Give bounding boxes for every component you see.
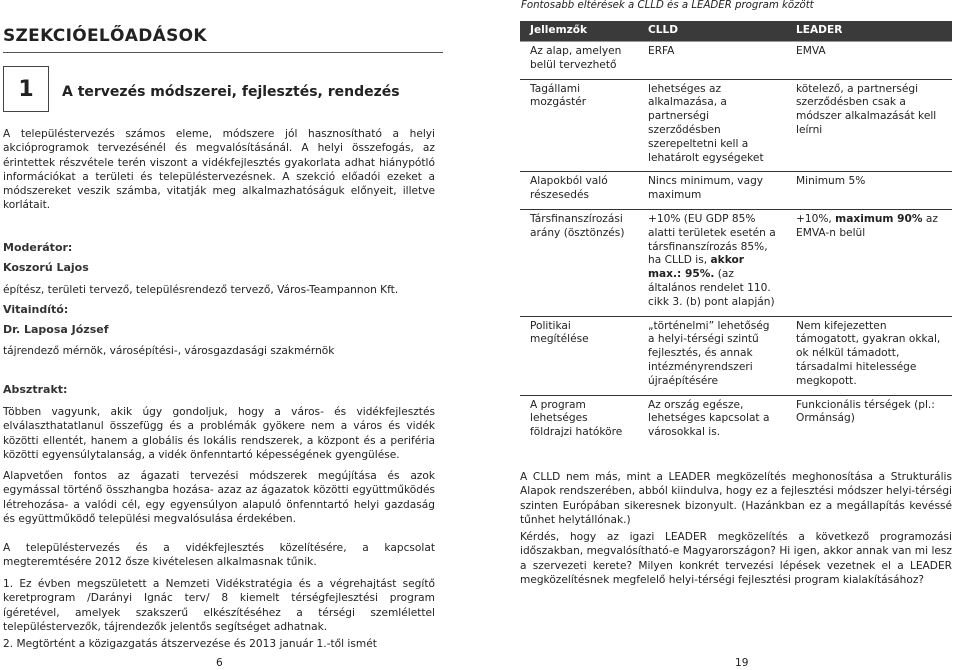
table-header-row: [520, 21, 952, 42]
table-cell: EMVA: [786, 42, 952, 80]
table-row: [520, 316, 952, 395]
left-page: [0, 0, 446, 670]
table-cell: Az ország egésze, lehetséges kapcsolat a városokkal is.: [638, 395, 786, 446]
table-cell: Nincs minimum, vagy maximum: [638, 172, 786, 210]
table-cell: ERFA: [638, 42, 786, 80]
header-leader: LEADER: [786, 21, 952, 42]
cell-text-bold: akkor max.: 95%.: [648, 254, 744, 281]
cell-text: +10% (EU GDP 85% alatti területek esetén a társfinanszírozás 85%, ha CLLD is,: [648, 212, 776, 267]
header-clld: CLLD: [638, 21, 786, 42]
vitaindito-name: Dr. Laposa József: [3, 323, 109, 336]
table-cell: Tagállami mozgástér: [520, 79, 638, 172]
cell-text: (az általános rendelet 110. cikk 3. (b) pont alapján): [648, 268, 775, 308]
table-row: [520, 209, 952, 316]
cell-text-bold: maximum 90%: [835, 212, 923, 225]
section-number-box: 1: [3, 66, 49, 112]
intro-paragraph: A településtervezés számos eleme, módszere jól hasznosítható a helyi akcióprogramok tervezésénél és megvalósításánál. A helyi összefogás, az érintettek részvétele terén viszont a vidékfejlesztés gyakorlata adhat hiánypótló információkat a területi és településtervezésnek. A szekció előadói ezeket a módszereket veszik számba, vitatják meg alkalmazhatóságuk előnyeit, illetve korlátait.: [3, 128, 435, 212]
table-cell: [786, 209, 952, 316]
table-cell: kötelező, a partnerségi szerződésben csak a módszer alkalmazását kell leírni: [786, 79, 952, 172]
abstract-paragraph-3: A településtervezés és a vidékfejlesztés közelítésére, a kapcsolat megteremtésére 2012 ősze kivételesen alkalmasnak tűnik.: [3, 542, 435, 569]
table-cell: A program lehetséges földrajzi hatóköre: [520, 395, 638, 446]
table-caption: Fontosabb eltérések a CLLD és a LEADER program között: [521, 0, 814, 11]
table-cell: Minimum 5%: [786, 172, 952, 210]
cell-text: az EMVA-n belül: [796, 212, 938, 239]
right-page: [520, 0, 952, 670]
moderator-label: Moderátor:: [3, 241, 73, 254]
abstract-paragraph-4: 1. Ez évben megszületett a Nemzeti Vidékstratégia és a végrehajtást segítő keretprogram /Darányi Ignác terv/ 8 kiemelt térségfejlesztési program ígéretével, amelyek szakszerű elkészítéséhez a térségi szemlélettel településtervezők, tájrendezők jelentős segítséget adhatnak.: [3, 578, 435, 633]
session-subtitle: A tervezés módszerei, fejlesztés, rendezés: [62, 84, 400, 100]
section-title: SZEKCIÓELŐADÁSOK: [3, 26, 443, 53]
comparison-table: [520, 21, 952, 446]
table-cell: Funkcionális térségek (pl.: Ormánság): [786, 395, 952, 446]
page-number-left: 6: [216, 657, 223, 669]
right-paragraph-1: A CLLD nem más, mint a LEADER megközelítés meghonosítása a Strukturális Alapok rendszerében, abból kiindulva, hogy ez a fejlesztési módszer helyi-térségi szinten Európában sikeresnek bizonyult. (Hazánkban ez a megállapítás kevéssé tűnhet helytállónak.): [520, 471, 952, 527]
table-cell: lehetséges az alkalmazása, a partnerségi szerződésben szerepeltetni kell a lehatárolt egységeket: [638, 79, 786, 172]
table-cell: Nem kifejezetten támogatott, gyakran okkal, ok nélkül támadott, társadalmi hitelessége megkopott.: [786, 316, 952, 395]
moderator-name: Koszorú Lajos: [3, 261, 89, 274]
abstract-label: Absztrakt:: [3, 383, 68, 396]
abstract-paragraph-5: 2. Megtörtént a közigazgatás átszervezése és 2013 január 1.-től ismét: [3, 638, 377, 650]
table-cell: [638, 209, 786, 316]
table-row: [520, 79, 952, 172]
header-jellemzok: Jellemzők: [520, 21, 638, 42]
table-cell: Alapokból való részesedés: [520, 172, 638, 210]
table-row: [520, 42, 952, 80]
vitaindito-label: Vitaindító:: [3, 303, 69, 316]
abstract-paragraph-2: Alapvetően fontos az ágazati tervezési módszerek megújítása és azok egymással történő összhangba hozása- azaz az ágazatok közötti együttműködés létrehozása- a valódi cél, egy egyensúlyon alapuló önfenntartó helyi gazdaság és együttműködő települési megvalósulása érdekében.: [3, 470, 435, 525]
vitaindito-role: tájrendező mérnök, városépítési-, városgazdasági szakmérnök: [3, 345, 335, 357]
page-number-right: 19: [735, 657, 749, 669]
table-cell: Az alap, amelyen belül tervezhető: [520, 42, 638, 80]
cell-text: +10%,: [796, 212, 836, 225]
right-paragraph-2: Kérdés, hogy az igazi LEADER megközelítés a következő programozási időszakban, megvalósítható-e Magyarországon? Hi igen, akkor annak van mi lesz a szervezeti kerete? Milyen konkrét tervezési lépések vezetnek el a LEADER megközelítésnek megfelelő helyi-térségi fejlesztési program kialakításához?: [520, 531, 952, 587]
table-cell: „történelmi” lehetőség a helyi-térségi szintű fejlesztés, és annak intézményrendszeri újraépítésére: [638, 316, 786, 395]
table-row: [520, 395, 952, 446]
moderator-role: építész, területi tervező, településrendező tervező, Város-Teampannon Kft.: [3, 284, 399, 296]
abstract-paragraph-1: Többen vagyunk, akik úgy gondoljuk, hogy a város- és vidékfejlesztés elválaszthatatlanul összefügg és a problémák gyökere nem a város és vidék közötti ellentét, hanem a globális és lokális rendszerek, a központ és a periféria közötti egyensúlytalanság, a vidék önfenntartó képességének gyengülése.: [3, 406, 435, 461]
table-row: [520, 172, 952, 210]
table-cell: Társfinanszírozási arány (ösztönzés): [520, 209, 638, 316]
table-cell: Politikai megítélése: [520, 316, 638, 395]
